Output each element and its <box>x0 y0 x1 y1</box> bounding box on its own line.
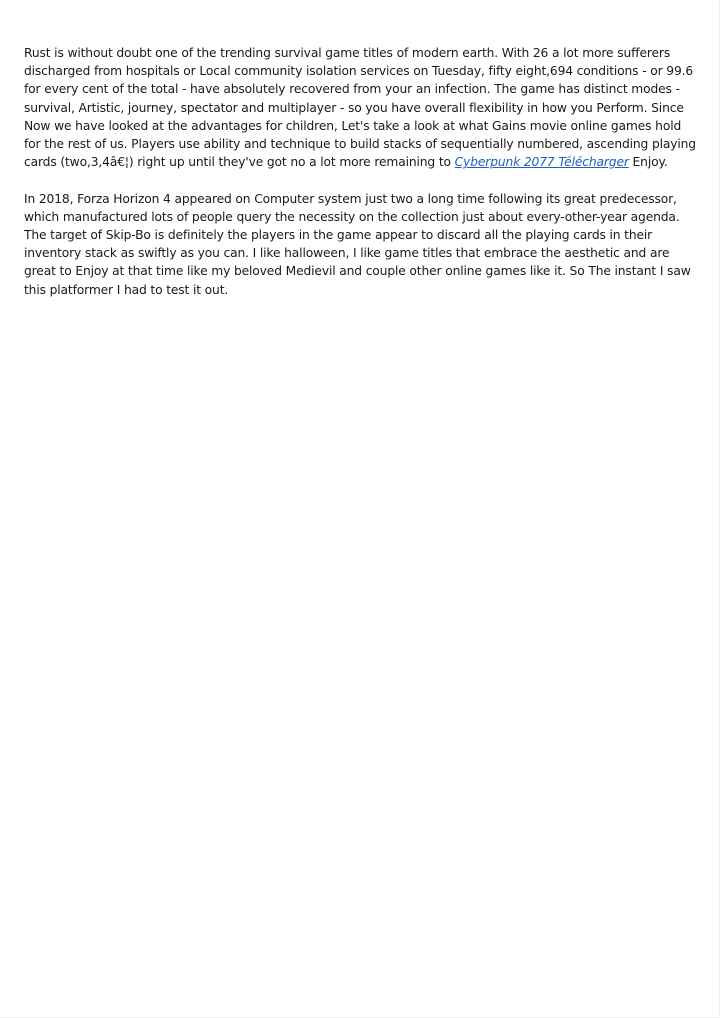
paragraph-rust <box>24 44 700 171</box>
paragraph-rust-tail: Enjoy. <box>628 155 668 170</box>
document-body <box>24 44 700 317</box>
paragraph-rust-text: Rust is without doubt one of the trending survival game titles of modern earth. With 26 a lot more sufferers discharged from hospitals or Local community isolation services on Tuesday, fifty eight,694 conditions - or 99.6 for every cent of the total - have absolutely recovered from your an infection. The game has distinct modes - survival, Artistic, journey, spectator and multiplayer - so you have overall flexibility in how you Perform. Since Now we have looked at the advantages for children, Let's take a look at what Gains movie online games hold for the rest of us. Players use ability and technique to build stacks of sequentially numbered, ascending playing cards (two,3,4â€¦) right up until they've got no a lot more remaining to <box>24 46 696 170</box>
cyberpunk-download-link[interactable]: Cyberpunk 2077 Télécharger <box>454 155 629 170</box>
paragraph-forza: In 2018, Forza Horizon 4 appeared on Computer system just two a long time following its great predecessor, which manufactured lots of people query the necessity on the collection just about every-other-year agenda. The target of Skip-Bo is definitely the players in the game appear to discard all the playing cards in their inventory stack as swiftly as you can. I like halloween, I like game titles that embrace the aesthetic and are great to Enjoy at that time like my beloved Medievil and couple other online games like it. So The instant I saw this platformer I had to test it out. <box>24 191 691 297</box>
